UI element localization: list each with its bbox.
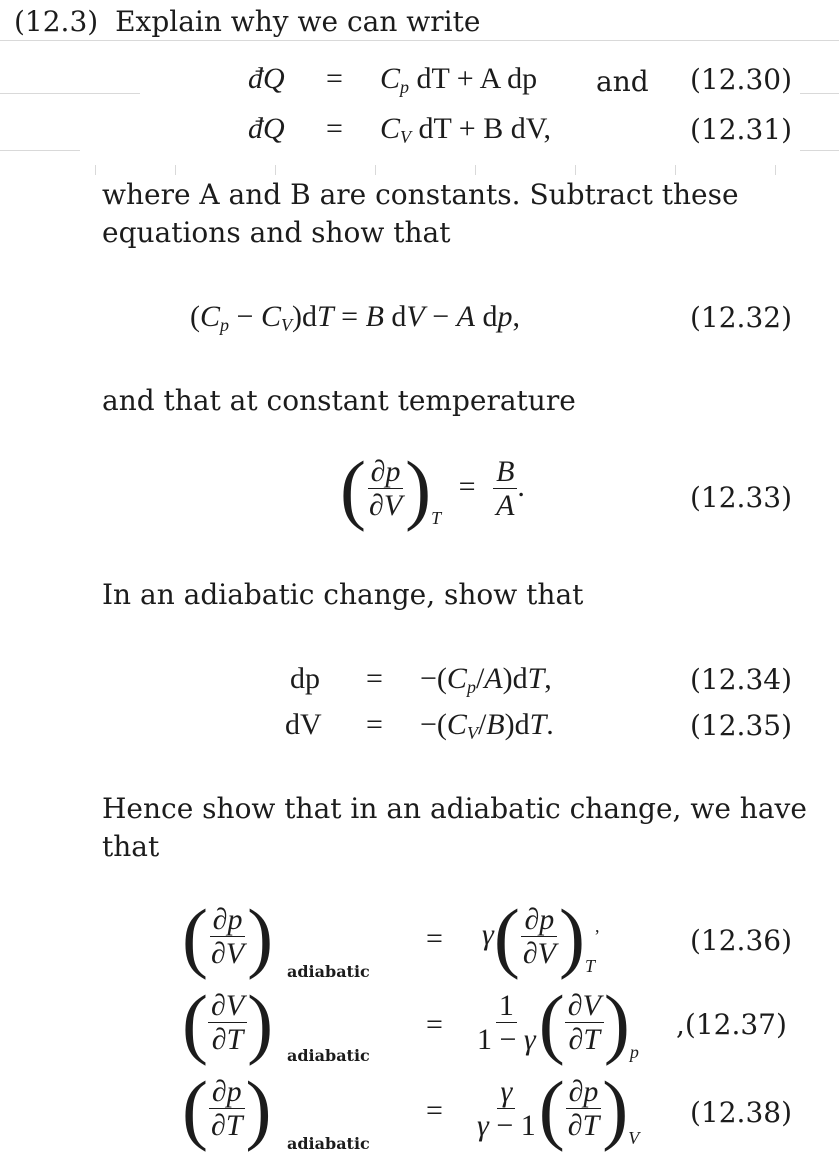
equation-12-30-number: (12.30)	[690, 63, 793, 96]
equation-12-35-number: (12.35)	[690, 709, 793, 742]
equation-12-35-lhs: dV	[285, 708, 322, 741]
paragraph-3: In an adiabatic change, show that	[102, 578, 584, 611]
equation-12-31-number: (12.31)	[690, 113, 793, 146]
equation-12-36-eq: =	[426, 922, 443, 955]
equation-12-31-eq: =	[326, 112, 343, 145]
equation-12-36-rhs: γ( $\frac{\partial p}{\partial V}$ )$_T^,$	[482, 893, 600, 980]
ruler-tick	[175, 165, 176, 175]
paragraph-1-line-1: where A and B are constants. Subtract these	[102, 178, 739, 211]
equation-12-31-rhs: $C_V$ dT + B dV,	[380, 112, 552, 147]
ruler-tick	[575, 165, 576, 175]
equation-12-33-number: (12.33)	[690, 481, 793, 514]
paragraph-2: and that at constant temperature	[102, 384, 576, 417]
equation-12-36-subscript: adiabatic	[287, 962, 370, 981]
equation-12-32-body: $(C_p - C_V)dT = B$ dV − A dp,	[190, 300, 520, 335]
equation-12-35-eq: =	[366, 708, 383, 741]
equation-12-37-lhs: ( $\frac{\partial V}{\partial T}$ )	[182, 979, 274, 1066]
equation-12-34-lhs: dp	[290, 662, 320, 695]
equation-12-38-eq: =	[426, 1094, 443, 1127]
paragraph-4-line-1: Hence show that in an adiabatic change, we have	[102, 792, 807, 825]
equation-12-38-subscript: adiabatic	[287, 1134, 370, 1153]
equation-12-32-number: (12.32)	[690, 301, 793, 334]
equation-12-38-lhs: ( $\frac{\partial p}{\partial T}$ )	[182, 1065, 272, 1152]
equation-12-34-eq: =	[366, 662, 383, 695]
paragraph-1-line-2: equations and show that	[102, 216, 451, 249]
problem-intro: Explain why we can write	[115, 5, 481, 38]
problem-header	[14, 3, 480, 41]
equation-12-33-body: ( $\frac{\partial p}{\partial V}$ )$_T$ = $\frac{B}{A}$ .	[340, 445, 525, 532]
ruler-tick	[475, 165, 476, 175]
equation-12-37-eq: =	[426, 1008, 443, 1041]
equation-12-34-rhs: $-(C_p/A)dT$,	[420, 662, 552, 697]
equation-12-30-lhs: đQ	[248, 62, 285, 95]
paragraph-4-line-2: that	[102, 830, 160, 863]
ruler-tick	[275, 165, 276, 175]
ruler-tick	[775, 165, 776, 175]
equation-12-35-rhs: $-(C_V/B)dT$.	[420, 708, 554, 743]
page-rule-right	[800, 93, 839, 94]
page-rule-right-2	[800, 150, 839, 151]
equation-12-37-rhs: $\frac{1}{1 - \gamma}$ ( $\frac{\partial V}{\partial T}$ )$_p$	[477, 979, 639, 1066]
equation-12-38-rhs: $\frac{\gamma}{\gamma - 1}$ ( $\frac{\partial p}{\partial T}$ )$_V$	[477, 1065, 640, 1152]
page-rule-left	[0, 93, 140, 94]
ruler-tick	[375, 165, 376, 175]
equation-12-34-number: (12.34)	[690, 663, 793, 696]
equation-12-31-lhs: đQ	[248, 112, 285, 145]
equation-12-36-number: (12.36)	[690, 924, 793, 957]
equation-12-38-number: (12.38)	[690, 1096, 793, 1129]
ruler-tick	[675, 165, 676, 175]
equation-12-36-lhs: ( $\frac{\partial p}{\partial V}$ )	[182, 893, 274, 980]
equation-12-30-eq: =	[326, 62, 343, 95]
page-rule-left-2	[0, 150, 80, 151]
equation-12-37-subscript: adiabatic	[287, 1046, 370, 1065]
equation-12-37-number: ,(12.37)	[676, 1008, 787, 1041]
problem-number: (12.3)	[14, 5, 99, 38]
equation-12-30-conjunction: and	[596, 65, 649, 98]
ruler-tick	[95, 165, 96, 175]
equation-12-30-rhs: $C_p$ dT + A dp	[380, 62, 538, 97]
